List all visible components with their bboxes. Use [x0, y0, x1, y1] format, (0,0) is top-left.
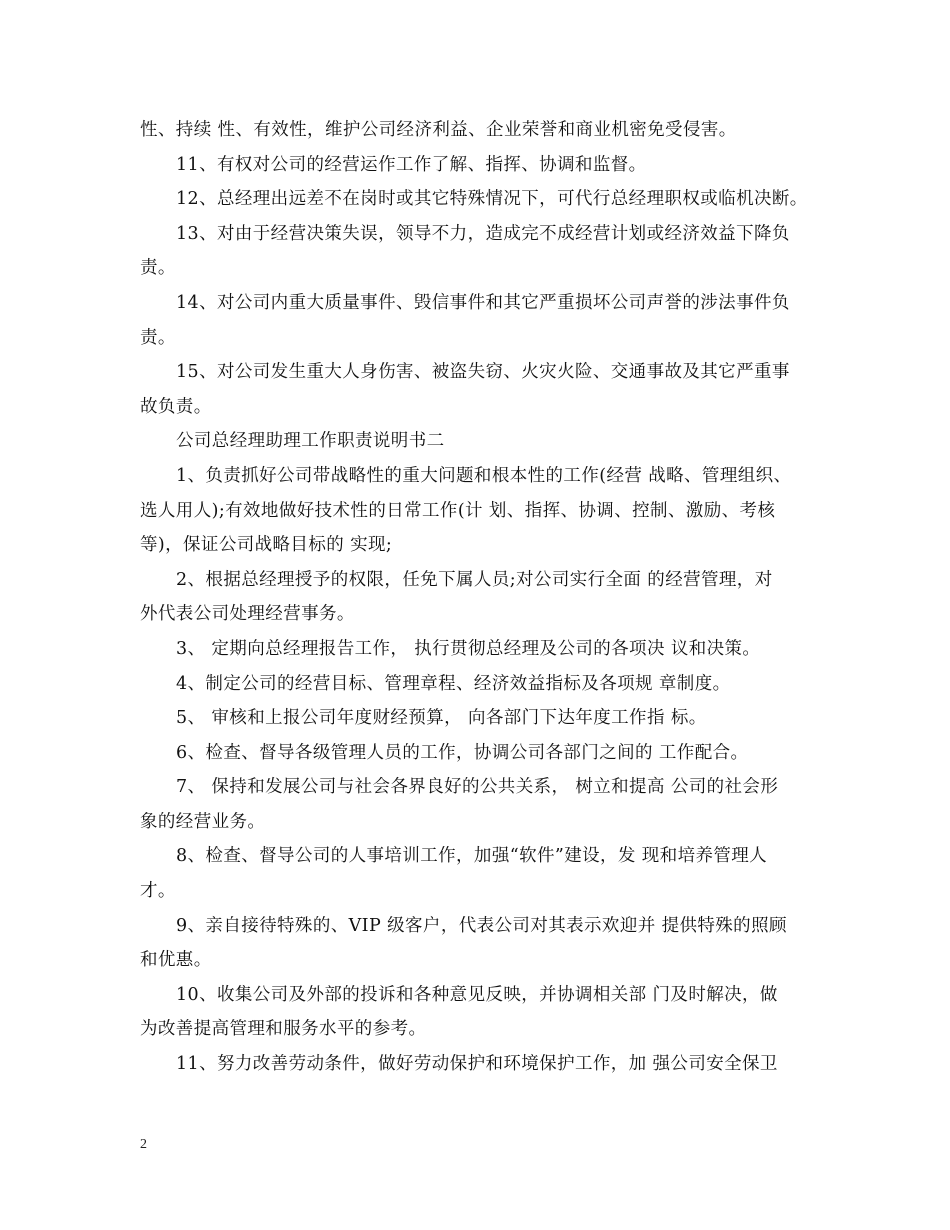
text-line: 选人用人);有效地做好技术性的日常工作(计 划、指挥、协调、控制、激励、考核	[140, 500, 776, 521]
text-line: 公司总经理助理工作职责说明书二	[176, 431, 445, 452]
text-line: 6、检查、督导各级管理人员的工作，协调公司各部门之间的 工作配合。	[176, 742, 749, 763]
body-text	[140, 113, 812, 1082]
text-line: 3、 定期向总经理报告工作， 执行贯彻总经理及公司的各项决 议和决策。	[176, 638, 761, 659]
text-line: 13、对由于经营决策失误，领导不力，造成完不成经营计划或经济效益下降负	[176, 223, 790, 244]
page-number: 2	[140, 1137, 147, 1152]
text-line: 责。	[140, 258, 176, 279]
text-line: 等)，保证公司战略目标的 实现;	[140, 535, 393, 556]
text-line: 4、制定公司的经营目标、管理章程、经济效益指标及各项规 章制度。	[176, 673, 731, 694]
text-line: 11、努力改善劳动条件，做好劳动保护和环境保护工作，加 强公司安全保卫	[176, 1054, 778, 1075]
text-line: 9、亲自接待特殊的、VIP 级客户，代表公司对其表示欢迎并 提供特殊的照顾	[176, 915, 787, 936]
text-line: 外代表公司处理经营事务。	[140, 604, 355, 625]
text-line: 10、收集公司及外部的投诉和各种意见反映，并协调相关部 门及时解决，做	[176, 984, 778, 1005]
text-line: 才。	[140, 881, 176, 902]
text-line: 为改善提高管理和服务水平的参考。	[140, 1019, 427, 1040]
text-line: 象的经营业务。	[140, 811, 266, 832]
text-line: 1、负责抓好公司带战略性的重大问题和根本性的工作(经营 战略、管理组织、	[176, 465, 792, 486]
text-line: 5、 审核和上报公司年度财经预算， 向各部门下达年度工作指 标。	[176, 708, 707, 729]
text-line: 14、对公司内重大质量事件、毁信事件和其它严重损坏公司声誉的涉法事件负	[176, 292, 790, 313]
text-line: 12、总经理出远差不在岗时或其它特殊情况下，可代行总经理职权或临机决断。	[176, 189, 808, 210]
text-line: 11、有权对公司的经营运作工作了解、指挥、协调和监督。	[176, 154, 647, 175]
text-line: 8、检查、督导公司的人事培训工作，加强“软件”建设，发 现和培养管理人	[176, 846, 768, 867]
text-line: 故负责。	[140, 396, 212, 417]
text-line: 7、 保持和发展公司与社会各界良好的公共关系， 树立和提高 公司的社会形	[176, 777, 779, 798]
text-line: 和优惠。	[140, 950, 212, 971]
text-line: 2、根据总经理授予的权限，任免下属人员;对公司实行全面 的经营管理，对	[176, 569, 773, 590]
text-line: 责。	[140, 327, 176, 348]
text-line: 性、持续 性、有效性，维护公司经济利益、企业荣誉和商业机密免受侵害。	[140, 120, 737, 140]
text-line: 15、对公司发生重大人身伤害、被盗失窃、火灾火险、交通事故及其它严重事	[176, 362, 790, 383]
